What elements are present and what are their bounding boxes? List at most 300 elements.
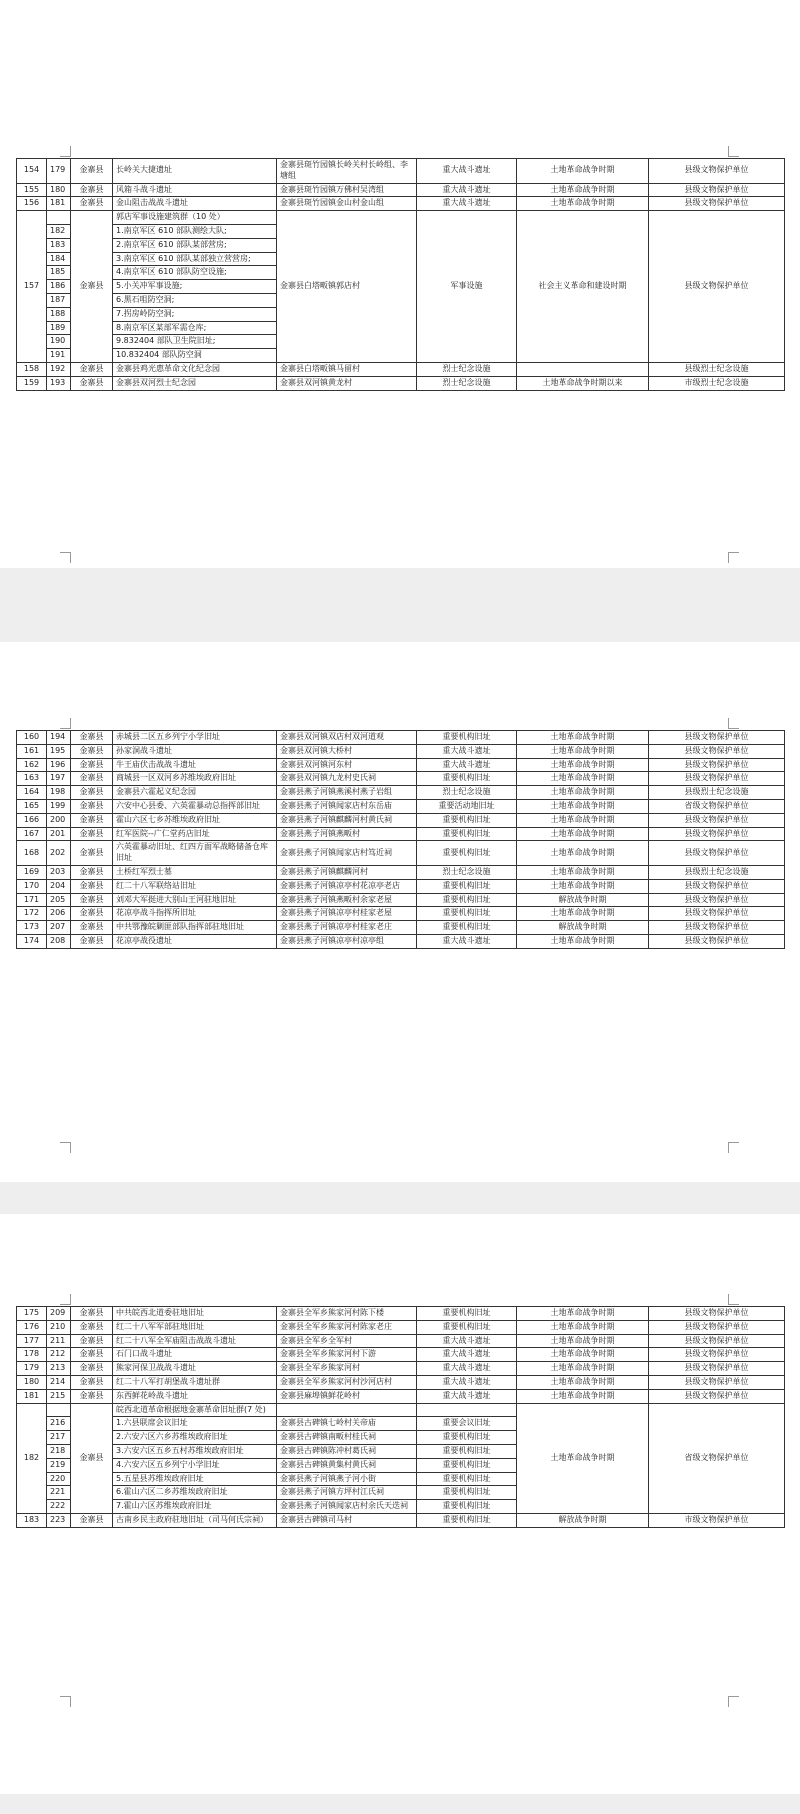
site-type: 重要机构旧址: [417, 813, 517, 827]
site-type: 重要机构旧址: [417, 1513, 517, 1527]
site-name: 1.南京军区 610 部队测绘大队;: [113, 224, 277, 238]
row-number: 157: [17, 211, 47, 363]
site-type: 重要机构旧址: [417, 879, 517, 893]
site-type: 重要活动地旧址: [417, 799, 517, 813]
county-cell: 金寨县: [71, 197, 113, 211]
site-address: 金寨县燕子河镇闻家店村余氏天迭祠: [277, 1500, 417, 1514]
table-row: [17, 934, 785, 948]
historical-era: 土地革命战争时期: [517, 159, 649, 184]
county-cell: 金寨县: [71, 786, 113, 800]
sub-number: 218: [47, 1444, 71, 1458]
crop-mark: [728, 1294, 739, 1305]
sub-number: 219: [47, 1458, 71, 1472]
historical-era: 社会主义革命和建设时期: [517, 211, 649, 363]
row-number: 165: [17, 799, 47, 813]
site-address: 金寨县古碑镇司马村: [277, 1513, 417, 1527]
site-name: 1.六县联席会议旧址: [113, 1417, 277, 1431]
site-address: 金寨县燕子河镇凉亭村桂家老庄: [277, 921, 417, 935]
table-row: [17, 159, 785, 184]
heritage-table-3: [16, 1306, 785, 1528]
site-address: 金寨县麻埠镇鲜花岭村: [277, 1389, 417, 1403]
sub-number: 202: [47, 841, 71, 866]
row-number: 174: [17, 934, 47, 948]
protection-level: 县级文物保护单位: [649, 1348, 785, 1362]
row-number: 173: [17, 921, 47, 935]
county-cell: 金寨县: [71, 744, 113, 758]
table-row: [17, 1307, 785, 1321]
table-row: [17, 813, 785, 827]
county-cell: 金寨县: [71, 841, 113, 866]
historical-era: 土地革命战争时期: [517, 1403, 649, 1513]
protection-level: 县级文物保护单位: [649, 159, 785, 184]
site-address: 金寨县古碑镇陈冲村葛氏祠: [277, 1444, 417, 1458]
sub-number: 189: [47, 321, 71, 335]
county-cell: 金寨县: [71, 1513, 113, 1527]
sub-number: [47, 1403, 71, 1417]
table-row: [17, 865, 785, 879]
historical-era: 土地革命战争时期: [517, 934, 649, 948]
county-cell: 金寨县: [71, 1320, 113, 1334]
sub-number: 221: [47, 1486, 71, 1500]
crop-mark: [60, 1696, 71, 1707]
site-type: 烈士纪念设施: [417, 786, 517, 800]
crop-mark: [728, 1142, 739, 1153]
county-cell: 金寨县: [71, 1403, 113, 1513]
crop-mark: [728, 1696, 739, 1707]
sub-number: 217: [47, 1431, 71, 1445]
site-type: 重大战斗遗址: [417, 159, 517, 184]
site-address: 金寨县白塔畈镇郭店村: [277, 211, 417, 363]
historical-era: 土地革命战争时期: [517, 744, 649, 758]
site-address: 金寨县斑竹园镇金山村金山组: [277, 197, 417, 211]
protection-level: 县级文物保护单位: [649, 879, 785, 893]
site-name: 3.六安六区五乡五村苏维埃政府旧址: [113, 1444, 277, 1458]
county-cell: 金寨县: [71, 731, 113, 745]
protection-level: 县级文物保护单位: [649, 1375, 785, 1389]
site-address: 金寨县全军乡熊家河村下游: [277, 1348, 417, 1362]
sub-number: 216: [47, 1417, 71, 1431]
site-type: 重要机构旧址: [417, 772, 517, 786]
protection-level: 县级文物保护单位: [649, 758, 785, 772]
site-type: 重要机构旧址: [417, 1486, 517, 1500]
site-address: 金寨县古碑镇七岭村关帝庙: [277, 1417, 417, 1431]
row-number: 161: [17, 744, 47, 758]
protection-level: 县级文物保护单位: [649, 731, 785, 745]
table-row: [17, 799, 785, 813]
historical-era: 土地革命战争时期: [517, 813, 649, 827]
protection-level: 县级文物保护单位: [649, 772, 785, 786]
historical-era: 土地革命战争时期: [517, 827, 649, 841]
site-name: 5.小关冲军事设施;: [113, 280, 277, 294]
county-cell: 金寨县: [71, 879, 113, 893]
site-type: 烈士纪念设施: [417, 362, 517, 376]
site-address: 金寨县燕子河镇凉亭村花凉亭老店: [277, 879, 417, 893]
row-number: 169: [17, 865, 47, 879]
site-address: [277, 1403, 417, 1417]
protection-level: 省级文物保护单位: [649, 799, 785, 813]
table-row: [17, 907, 785, 921]
site-name: 6.霍山六区二乡苏维埃政府旧址: [113, 1486, 277, 1500]
site-name: 孙家洞战斗遗址: [113, 744, 277, 758]
county-cell: 金寨县: [71, 1334, 113, 1348]
site-address: 金寨县古碑镇南畈村桂氏祠: [277, 1431, 417, 1445]
site-address: 金寨县燕子河镇凉亭村凉亭组: [277, 934, 417, 948]
sub-number: 223: [47, 1513, 71, 1527]
row-number: 179: [17, 1362, 47, 1376]
site-type: 烈士纪念设施: [417, 376, 517, 390]
row-number: 163: [17, 772, 47, 786]
site-address: 金寨县全军乡熊家河村沙河店村: [277, 1375, 417, 1389]
site-name: 8.南京军区某部军需仓库;: [113, 321, 277, 335]
site-address: 金寨县全军乡全军村: [277, 1334, 417, 1348]
county-cell: 金寨县: [71, 376, 113, 390]
sub-number: 195: [47, 744, 71, 758]
table-row: [17, 758, 785, 772]
sub-number: 185: [47, 266, 71, 280]
site-type: 重要机构旧址: [417, 841, 517, 866]
site-address: 金寨县燕子河镇燕子河小街: [277, 1472, 417, 1486]
site-address: 金寨县燕子河镇凉亭村桂家老屋: [277, 907, 417, 921]
historical-era: 土地革命战争时期: [517, 1320, 649, 1334]
sub-number: 180: [47, 183, 71, 197]
heritage-table-2: [16, 730, 785, 949]
site-type: 重要机构旧址: [417, 827, 517, 841]
historical-era: 解放战争时期: [517, 893, 649, 907]
sub-number: 192: [47, 362, 71, 376]
sub-number: 222: [47, 1500, 71, 1514]
row-number: 183: [17, 1513, 47, 1527]
county-cell: 金寨县: [71, 1307, 113, 1321]
site-name: 中共鄂豫皖剿匪部队指挥部驻地旧址: [113, 921, 277, 935]
protection-level: 县级烈士纪念设施: [649, 362, 785, 376]
site-type: 重要机构旧址: [417, 1431, 517, 1445]
site-name: 土桥红军烈士墓: [113, 865, 277, 879]
sub-number: 183: [47, 238, 71, 252]
sub-number: 188: [47, 307, 71, 321]
site-name: 红二十八军军部驻地旧址: [113, 1320, 277, 1334]
site-address: 金寨县双河镇九龙村史氏祠: [277, 772, 417, 786]
historical-era: 解放战争时期: [517, 921, 649, 935]
county-cell: 金寨县: [71, 865, 113, 879]
protection-level: 市级烈士纪念设施: [649, 376, 785, 390]
row-number: 170: [17, 879, 47, 893]
sub-number: 194: [47, 731, 71, 745]
site-address: 金寨县燕子河镇麒麟河村黄氏祠: [277, 813, 417, 827]
sub-number: 201: [47, 827, 71, 841]
historical-era: 土地革命战争时期: [517, 1348, 649, 1362]
sub-number: 199: [47, 799, 71, 813]
site-name: 商城县一区双河乡苏维埃政府旧址: [113, 772, 277, 786]
historical-era: 土地革命战争时期: [517, 197, 649, 211]
site-name: 长岭关大捷遗址: [113, 159, 277, 184]
historical-era: 土地革命战争时期: [517, 879, 649, 893]
row-number: 172: [17, 907, 47, 921]
table-row: [17, 827, 785, 841]
sub-number: 208: [47, 934, 71, 948]
row-number: 160: [17, 731, 47, 745]
site-type: 重大战斗遗址: [417, 744, 517, 758]
site-type: 重大战斗遗址: [417, 1362, 517, 1376]
county-cell: 金寨县: [71, 159, 113, 184]
protection-level: 县级文物保护单位: [649, 744, 785, 758]
site-name: 4.南京军区 610 部队防空设施;: [113, 266, 277, 280]
site-address: 金寨县双河镇双店村双河道观: [277, 731, 417, 745]
group-header-row: [17, 1403, 785, 1417]
site-type: 重要机构旧址: [417, 1500, 517, 1514]
crop-mark: [728, 718, 739, 729]
group-title: 郭店军事设施建筑群（10 处）: [113, 211, 277, 225]
sub-number: 184: [47, 252, 71, 266]
county-cell: 金寨县: [71, 772, 113, 786]
county-cell: 金寨县: [71, 758, 113, 772]
table-row: [17, 183, 785, 197]
protection-level: 县级文物保护单位: [649, 1307, 785, 1321]
sub-number: 215: [47, 1389, 71, 1403]
historical-era: 土地革命战争时期: [517, 1375, 649, 1389]
historical-era: 土地革命战争时期: [517, 841, 649, 866]
historical-era: 土地革命战争时期: [517, 907, 649, 921]
site-name: 金山阻击战战斗遗址: [113, 197, 277, 211]
sub-number: 193: [47, 376, 71, 390]
historical-era: 土地革命战争时期: [517, 183, 649, 197]
site-name: 牛王庙伏击战战斗遗址: [113, 758, 277, 772]
county-cell: 金寨县: [71, 211, 113, 363]
table-row: [17, 362, 785, 376]
table-row: [17, 1513, 785, 1527]
county-cell: 金寨县: [71, 934, 113, 948]
site-address: 金寨县燕子河镇燕溪村燕子岩组: [277, 786, 417, 800]
row-number: 159: [17, 376, 47, 390]
sub-number: 204: [47, 879, 71, 893]
crop-mark: [60, 1142, 71, 1153]
county-cell: 金寨县: [71, 1375, 113, 1389]
site-type: 烈士纪念设施: [417, 865, 517, 879]
sub-number: 197: [47, 772, 71, 786]
site-address: 金寨县全军乡熊家河村: [277, 1362, 417, 1376]
site-name: 2.六安六区六乡苏维埃政府旧址: [113, 1431, 277, 1445]
sub-number: 214: [47, 1375, 71, 1389]
county-cell: 金寨县: [71, 1389, 113, 1403]
historical-era: 土地革命战争时期: [517, 1307, 649, 1321]
site-address: 金寨县全军乡熊家河村陈下楼: [277, 1307, 417, 1321]
table-row: [17, 1389, 785, 1403]
site-type: [417, 1403, 517, 1417]
site-type: 重大战斗遗址: [417, 1348, 517, 1362]
county-cell: 金寨县: [71, 827, 113, 841]
site-name: 花凉亭战役遗址: [113, 934, 277, 948]
site-address: 金寨县双河镇河东村: [277, 758, 417, 772]
historical-era: 土地革命战争时期: [517, 1334, 649, 1348]
site-type: 重大战斗遗址: [417, 183, 517, 197]
protection-level: 市级文物保护单位: [649, 1513, 785, 1527]
sub-number: 181: [47, 197, 71, 211]
protection-level: 县级文物保护单位: [649, 1362, 785, 1376]
historical-era: 解放战争时期: [517, 1513, 649, 1527]
site-name: 赤城县二区五乡列宁小学旧址: [113, 731, 277, 745]
site-name: 7.拐房岭防空洞;: [113, 307, 277, 321]
site-type: 重要机构旧址: [417, 731, 517, 745]
sub-number: 200: [47, 813, 71, 827]
row-number: 164: [17, 786, 47, 800]
site-name: 2.南京军区 610 部队某部营房;: [113, 238, 277, 252]
row-number: 181: [17, 1389, 47, 1403]
sub-number: 209: [47, 1307, 71, 1321]
county-cell: 金寨县: [71, 183, 113, 197]
table-row: [17, 731, 785, 745]
site-name: 9.832404 部队卫生院旧址;: [113, 335, 277, 349]
row-number: 178: [17, 1348, 47, 1362]
site-type: 重要会议旧址: [417, 1417, 517, 1431]
row-number: 171: [17, 893, 47, 907]
site-address: 金寨县燕子河镇闻家店村东岳庙: [277, 799, 417, 813]
heritage-table-1: [16, 158, 785, 391]
sub-number: 196: [47, 758, 71, 772]
row-number: 154: [17, 159, 47, 184]
document-page-3: [0, 1214, 800, 1794]
site-name: 中共皖西北道委驻地旧址: [113, 1307, 277, 1321]
county-cell: 金寨县: [71, 799, 113, 813]
site-type: 重要机构旧址: [417, 1320, 517, 1334]
protection-level: 县级文物保护单位: [649, 893, 785, 907]
site-type: 重大战斗遗址: [417, 1375, 517, 1389]
site-address: 金寨县燕子河镇麒麟河村: [277, 865, 417, 879]
historical-era: 土地革命战争时期以来: [517, 376, 649, 390]
sub-number: 213: [47, 1362, 71, 1376]
site-type: 重大战斗遗址: [417, 197, 517, 211]
site-name: 古南乡民主政府驻地旧址（司马何氏宗祠）: [113, 1513, 277, 1527]
table-row: [17, 1362, 785, 1376]
site-name: 红二十八军联络站旧址: [113, 879, 277, 893]
county-cell: 金寨县: [71, 921, 113, 935]
protection-level: 县级文物保护单位: [649, 934, 785, 948]
site-type: 重要机构旧址: [417, 921, 517, 935]
county-cell: 金寨县: [71, 1362, 113, 1376]
crop-mark: [60, 552, 71, 563]
site-name: 金寨县六霍起义纪念园: [113, 786, 277, 800]
table-row: [17, 893, 785, 907]
site-name: 3.南京军区 610 部队某部独立营营房;: [113, 252, 277, 266]
row-number: 158: [17, 362, 47, 376]
site-name: 红二十八军打胡堡战斗遗址群: [113, 1375, 277, 1389]
row-number: 156: [17, 197, 47, 211]
site-address: 金寨县双河镇大桥村: [277, 744, 417, 758]
site-type: 重要机构旧址: [417, 1458, 517, 1472]
site-name: 石门口战斗遗址: [113, 1348, 277, 1362]
protection-level: 县级文物保护单位: [649, 907, 785, 921]
row-number: 180: [17, 1375, 47, 1389]
county-cell: 金寨县: [71, 362, 113, 376]
site-name: 4.六安六区五乡列宁小学旧址: [113, 1458, 277, 1472]
row-number: 162: [17, 758, 47, 772]
sub-number: 190: [47, 335, 71, 349]
document-page-1: [0, 0, 800, 568]
site-name: 六安中心县委、六英霍暴动总指挥部旧址: [113, 799, 277, 813]
historical-era: 土地革命战争时期: [517, 1389, 649, 1403]
sub-number: 206: [47, 907, 71, 921]
document-page-2: [0, 642, 800, 1182]
crop-mark: [60, 718, 71, 729]
sub-number: 207: [47, 921, 71, 935]
group-title: 皖西北道革命根据地金寨革命旧址群(7 处): [113, 1403, 277, 1417]
site-address: 金寨县燕子河镇燕畈村余家老屋: [277, 893, 417, 907]
site-type: 重要机构旧址: [417, 1444, 517, 1458]
row-number: 176: [17, 1320, 47, 1334]
historical-era: 土地革命战争时期: [517, 731, 649, 745]
row-number: 167: [17, 827, 47, 841]
crop-mark: [60, 1294, 71, 1305]
historical-era: 土地革命战争时期: [517, 786, 649, 800]
site-name: 刘邓大军挺进大别山王河驻地旧址: [113, 893, 277, 907]
table-row: [17, 1375, 785, 1389]
site-name: 金寨县双河烈士纪念园: [113, 376, 277, 390]
site-address: 金寨县斑竹园镇万佛村吴湾组: [277, 183, 417, 197]
historical-era: 土地革命战争时期: [517, 772, 649, 786]
sub-number: 220: [47, 1472, 71, 1486]
site-address: 金寨县白塔畈镇马留村: [277, 362, 417, 376]
sub-number: [47, 211, 71, 225]
table-row: [17, 1320, 785, 1334]
protection-level: 县级烈士纪念设施: [649, 786, 785, 800]
row-number: 155: [17, 183, 47, 197]
site-name: 熊家河保卫战战斗遗址: [113, 1362, 277, 1376]
site-name: 霍山六区七乡苏维埃政府旧址: [113, 813, 277, 827]
site-name: 红军医院--广仁堂药店旧址: [113, 827, 277, 841]
site-type: 重大战斗遗址: [417, 758, 517, 772]
site-address: 金寨县全军乡熊家河村陈家老庄: [277, 1320, 417, 1334]
protection-level: 县级文物保护单位: [649, 1334, 785, 1348]
table-row: [17, 921, 785, 935]
crop-mark: [728, 146, 739, 157]
crop-mark: [728, 552, 739, 563]
sub-number: 182: [47, 224, 71, 238]
sub-number: 205: [47, 893, 71, 907]
site-type: 重大战斗遗址: [417, 934, 517, 948]
table-row: [17, 376, 785, 390]
row-number: 182: [17, 1403, 47, 1513]
site-type: 重大战斗遗址: [417, 1334, 517, 1348]
historical-era: 土地革命战争时期: [517, 799, 649, 813]
site-type: 重要机构旧址: [417, 1472, 517, 1486]
site-name: 10.832404 部队防空洞: [113, 349, 277, 363]
county-cell: 金寨县: [71, 893, 113, 907]
protection-level: 县级文物保护单位: [649, 921, 785, 935]
protection-level: 县级文物保护单位: [649, 813, 785, 827]
protection-level: 县级文物保护单位: [649, 827, 785, 841]
table-row: [17, 197, 785, 211]
table-row: [17, 786, 785, 800]
historical-era: 土地革命战争时期: [517, 758, 649, 772]
table-row: [17, 744, 785, 758]
protection-level: 县级文物保护单位: [649, 183, 785, 197]
row-number: 177: [17, 1334, 47, 1348]
protection-level: 县级文物保护单位: [649, 211, 785, 363]
site-address: 金寨县双河镇黄龙村: [277, 376, 417, 390]
protection-level: 县级文物保护单位: [649, 841, 785, 866]
site-name: 六英霍暴动旧址、红四方面军战略储备仓库旧址: [113, 841, 277, 866]
site-address: 金寨县古碑镇黄集村黄氏祠: [277, 1458, 417, 1472]
historical-era: 土地革命战争时期: [517, 1362, 649, 1376]
county-cell: 金寨县: [71, 907, 113, 921]
site-address: 金寨县斑竹园镇长岭关村长岭组、李塘组: [277, 159, 417, 184]
group-header-row: [17, 211, 785, 225]
sub-number: 211: [47, 1334, 71, 1348]
site-address: 金寨县燕子河镇方坪村江氏祠: [277, 1486, 417, 1500]
site-name: 红二十八军全军庙阻击战战斗遗址: [113, 1334, 277, 1348]
site-name: 金寨县鸡光惠革命文化纪念园: [113, 362, 277, 376]
sub-number: 191: [47, 349, 71, 363]
protection-level: 省级文物保护单位: [649, 1403, 785, 1513]
protection-level: 县级文物保护单位: [649, 197, 785, 211]
